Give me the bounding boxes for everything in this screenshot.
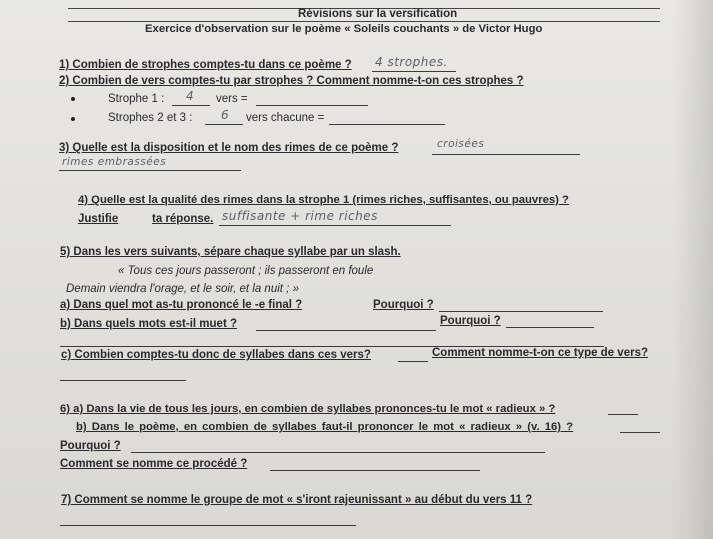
q5-c-extra-line bbox=[60, 380, 186, 381]
q4-answer-line bbox=[219, 225, 451, 226]
bullet-icon bbox=[71, 97, 75, 101]
page-subtitle: Exercice d'observation sur le poème « Soleils couchants » de Victor Hugo bbox=[145, 23, 543, 35]
header-mid-rule bbox=[68, 21, 660, 22]
q2-strophe1-label: Strophe 1 : bbox=[108, 93, 165, 105]
q5-question: 5) Dans les vers suivants, sépare chaque syllabe par un slash. bbox=[60, 246, 401, 258]
q2-strophe1-answer: 4 bbox=[186, 89, 195, 103]
q3-answer-b: rimes embrassées bbox=[62, 156, 167, 168]
q5-a-question: a) Dans quel mot as-tu prononcé le -e final ? bbox=[60, 299, 303, 311]
q4-justify-rest: ta réponse. bbox=[152, 213, 214, 225]
q2-question: 2) Combien de vers comptes-tu par strophes ? Comment nomme-t-on ces strophes ? bbox=[59, 75, 524, 87]
q3-answer-a: croisées bbox=[437, 138, 485, 150]
q6-procede: Comment se nomme ce procédé ? bbox=[60, 458, 248, 470]
q6-procede-line bbox=[270, 470, 480, 471]
q5-a-pourquoi: Pourquoi ? bbox=[373, 299, 434, 311]
q6-b-question: b) Dans le poème, en combien de syllabes faut-il prononcer le mot « radieux » (v. 16) ? bbox=[76, 421, 574, 433]
q6-b-answer-line bbox=[620, 432, 660, 433]
q7-answer-line bbox=[60, 525, 356, 526]
page-title: Révisions sur la versification bbox=[298, 8, 458, 20]
q5-c-answer-line bbox=[398, 361, 428, 362]
q5-a-answer-line bbox=[439, 311, 603, 312]
bullet-icon bbox=[71, 117, 75, 121]
q5-c-question: c) Combien comptes-tu donc de syllabes dans ces vers? bbox=[61, 349, 371, 361]
q7-question: 7) Comment se nomme le groupe de mot « s'iront rajeunissant » au début du vers 11 ? bbox=[61, 494, 533, 506]
q2-strophe23-label: Strophes 2 et 3 : bbox=[108, 112, 193, 124]
q5-b-pourquoi-line bbox=[506, 327, 594, 328]
q2-strophe23-line bbox=[205, 124, 243, 125]
q3-answer-line-2 bbox=[59, 170, 241, 171]
q5-b-question: b) Dans quels mots est-il muet ? bbox=[60, 318, 237, 330]
q5-verse-2: Demain viendra l'orage, et le soir, et la nuit ; » bbox=[66, 283, 299, 295]
q5-c-comment: Comment nomme-t-on ce type de vers? bbox=[432, 347, 648, 359]
q6-a-question: 6) a) Dans la vie de tous les jours, en combien de syllabes prononces-tu le mot « radieux » ? bbox=[60, 403, 556, 415]
q3-question: 3) Quelle est la disposition et le nom des rimes de ce poème ? bbox=[59, 142, 399, 154]
q1-question: 1) Combien de strophes comptes-tu dans ce poème ? bbox=[59, 59, 352, 71]
q2-strophe23-name-line bbox=[329, 124, 445, 125]
q1-answer-line bbox=[372, 71, 456, 72]
q4-justify: Justifie bbox=[78, 213, 119, 225]
q2-strophe1-name-line bbox=[256, 105, 368, 106]
q4-question: 4) Quelle est la qualité des rimes dans la strophe 1 (rimes riches, suffisantes, ou pauvres) ? bbox=[78, 194, 569, 206]
q6-pourquoi-line bbox=[131, 452, 545, 453]
page-shadow bbox=[673, 0, 713, 539]
q3-answer-line-1 bbox=[432, 154, 580, 155]
q6-a-answer-line bbox=[608, 414, 638, 415]
q2-strophe1-vers: vers = bbox=[216, 93, 248, 105]
q1-answer: 4 strophes. bbox=[375, 55, 448, 69]
q5-b-pourquoi: Pourquoi ? bbox=[440, 315, 501, 327]
q6-pourquoi: Pourquoi ? bbox=[60, 440, 121, 452]
q2-strophe1-line bbox=[172, 105, 210, 106]
q4-answer: suffisante + rime riches bbox=[222, 209, 378, 223]
q5-b-answer-line bbox=[256, 330, 436, 331]
q2-strophe23-vers: vers chacune = bbox=[246, 112, 325, 124]
q5-verse-1: « Tous ces jours passeront ; ils passeront en foule bbox=[118, 265, 374, 277]
q2-strophe23-answer: 6 bbox=[221, 108, 230, 122]
